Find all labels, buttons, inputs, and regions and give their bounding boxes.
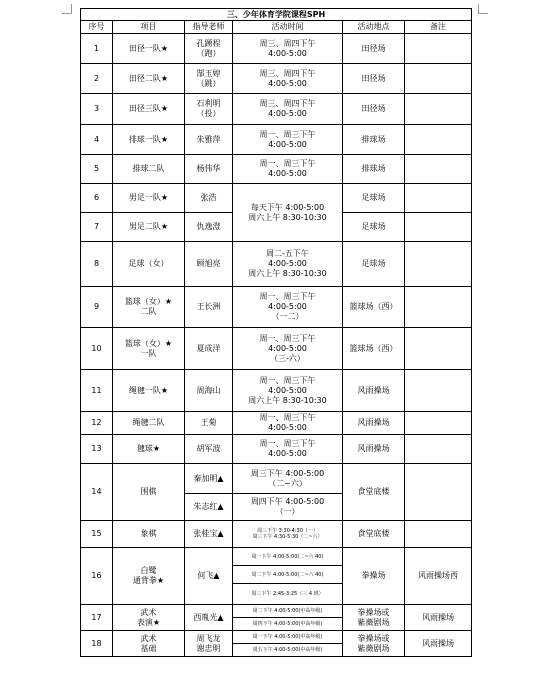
row-note xyxy=(405,435,472,464)
table-row xyxy=(81,521,472,548)
row-place: 田径场 xyxy=(343,94,405,125)
row-teacher: 西胤光▲ xyxy=(185,605,233,631)
table-row xyxy=(81,155,472,184)
row-teacher: 朱志红▲ xyxy=(185,494,233,521)
row-no: 7 xyxy=(81,213,113,242)
table-row xyxy=(81,605,472,618)
row-time: 周四下午 4:00-5:00 （一） xyxy=(233,494,343,521)
row-no: 3 xyxy=(81,94,113,125)
table-row xyxy=(81,370,472,412)
row-no: 15 xyxy=(81,521,113,548)
header-row xyxy=(81,21,472,34)
row-no: 8 xyxy=(81,242,113,287)
row-place: 篮球场（西） xyxy=(343,287,405,328)
row-item: 象棋 xyxy=(113,521,185,548)
row-time: 周三、周四下午 4:00-5:00 xyxy=(233,64,343,94)
table-row xyxy=(81,94,472,125)
row-place: 风雨操场 xyxy=(343,435,405,464)
table-row xyxy=(81,287,472,328)
row-teacher: 夏成洋 xyxy=(185,328,233,370)
row-place: 食堂底楼 xyxy=(343,464,405,521)
row-teacher: 王长洲 xyxy=(185,287,233,328)
row-place: 田径场 xyxy=(343,34,405,64)
table-row xyxy=(81,328,472,370)
row-note: 风雨操场 xyxy=(405,631,472,657)
row-note: 风雨操场 xyxy=(405,605,472,631)
row-time: 周一、周三下午 4:00-5:00 xyxy=(233,435,343,464)
row-no: 14 xyxy=(81,464,113,521)
row-teacher: 仇逸澄 xyxy=(185,213,233,242)
table-row xyxy=(81,631,472,644)
row-place: 排球场 xyxy=(343,155,405,184)
row-note xyxy=(405,155,472,184)
row-item: 武术 表演★ xyxy=(113,605,185,631)
row-time: 周三、周四下午 4:00-5:00 xyxy=(233,94,343,125)
row-no: 4 xyxy=(81,125,113,155)
row-time: 周二下午 4:00-5:00(中高年级) xyxy=(233,605,343,618)
row-teacher: 何飞▲ xyxy=(185,548,233,605)
row-note xyxy=(405,328,472,370)
row-note xyxy=(405,464,472,521)
row-teacher: 顾旭亮 xyxy=(185,242,233,287)
row-time: 周一下午 4:00-5:00(中高年级) xyxy=(233,631,343,644)
table-row xyxy=(81,34,472,64)
row-place: 足球场 xyxy=(343,213,405,242)
row-no: 16 xyxy=(81,548,113,605)
row-no: 10 xyxy=(81,328,113,370)
row-item: 白鹭 通背拳★ xyxy=(113,548,185,605)
row-place: 足球场 xyxy=(343,242,405,287)
table-row xyxy=(81,548,472,566)
row-note xyxy=(405,412,472,435)
row-item: 排球二队 xyxy=(113,155,185,184)
row-place: 篮球场（西） xyxy=(343,328,405,370)
row-note xyxy=(405,184,472,213)
row-no: 13 xyxy=(81,435,113,464)
row-no: 5 xyxy=(81,155,113,184)
row-place: 风雨操场 xyxy=(343,412,405,435)
row-teacher: 杨伟华 xyxy=(185,155,233,184)
header-note: 备注 xyxy=(405,21,472,34)
row-note xyxy=(405,287,472,328)
header-item: 项目 xyxy=(113,21,185,34)
row-time: 周一下午 4:00-5:00(二~六 40) xyxy=(233,548,343,566)
row-time: 周一、周三下午 4:00-5:00 周六上午 8:30-10:30 xyxy=(233,370,343,412)
sph-course-table xyxy=(80,8,472,657)
table-row xyxy=(81,125,472,155)
row-teacher: 郜玉婷 （跳） xyxy=(185,64,233,94)
row-no: 6 xyxy=(81,184,113,213)
header-no: 序号 xyxy=(81,21,113,34)
row-no: 2 xyxy=(81,64,113,94)
row-place: 拳操场或 紫薇剧场 xyxy=(343,605,405,631)
row-time: 周三下午 2:45-3:25（三 4 班） xyxy=(233,584,343,605)
table-title: 三、少年体育学院课程SPH xyxy=(81,9,472,21)
row-note xyxy=(405,125,472,155)
row-item: 男足一队★ xyxy=(113,184,185,213)
row-place: 食堂底楼 xyxy=(343,521,405,548)
row-teacher: 张浩 xyxy=(185,184,233,213)
table-row xyxy=(81,184,472,213)
row-teacher: 周飞龙 谢忠明 xyxy=(185,631,233,657)
row-time: 周五下午 4:00-5:00(中高年级) xyxy=(233,644,343,657)
row-item: 排球一队★ xyxy=(113,125,185,155)
row-note: 风雨操场西 xyxy=(405,548,472,605)
row-time: 周三下午 4:00-5:00 （二~六） xyxy=(233,464,343,494)
row-note xyxy=(405,521,472,548)
row-item: 绳毽二队 xyxy=(113,412,185,435)
header-teacher: 指导老师 xyxy=(185,21,233,34)
row-no: 9 xyxy=(81,287,113,328)
row-teacher: 张桂宝▲ xyxy=(185,521,233,548)
row-item: 田径三队★ xyxy=(113,94,185,125)
row-teacher: 王菊 xyxy=(185,412,233,435)
row-time: 周二-五下午 4:00-5:00 周六上午 8:30-10:30 xyxy=(233,242,343,287)
row-time: 周一、周三下午 4:00-5:00 （三-六） xyxy=(233,328,343,370)
row-teacher: 周海山 xyxy=(185,370,233,412)
row-time: 周一、周三下午 4:00-5:00 xyxy=(233,412,343,435)
row-item: 足球（女） xyxy=(113,242,185,287)
row-item: 男足二队★ xyxy=(113,213,185,242)
table-row xyxy=(81,435,472,464)
header-time: 活动时间 xyxy=(233,21,343,34)
row-item: 篮球（女）★ 二队 xyxy=(113,287,185,328)
row-teacher: 孔踴程 （跑） xyxy=(185,34,233,64)
row-place: 拳操场或 紫薇剧场 xyxy=(343,631,405,657)
row-place: 风雨操场 xyxy=(343,370,405,412)
row-note xyxy=(405,94,472,125)
row-time: 周一、周三下午 4:00-5:00 xyxy=(233,125,343,155)
table-row xyxy=(81,242,472,287)
page-corner-mark-right xyxy=(478,4,488,14)
row-place: 拳操场 xyxy=(343,548,405,605)
row-note xyxy=(405,242,472,287)
row-no: 1 xyxy=(81,34,113,64)
row-item: 围棋 xyxy=(113,464,185,521)
row-item: 武术 基础 xyxy=(113,631,185,657)
row-place: 排球场 xyxy=(343,125,405,155)
row-place: 足球场 xyxy=(343,184,405,213)
row-note xyxy=(405,213,472,242)
page-corner-mark-left xyxy=(62,4,72,14)
row-teacher: 石利明 （投） xyxy=(185,94,233,125)
row-no: 18 xyxy=(81,631,113,657)
row-no: 17 xyxy=(81,605,113,631)
row-no: 11 xyxy=(81,370,113,412)
row-item: 篮球（女）★ 一队 xyxy=(113,328,185,370)
row-time: 周三下午 3:30-4:30（一） 周三下午 4:30-5:30（二~六） xyxy=(233,521,343,548)
table-row xyxy=(81,64,472,94)
table-row xyxy=(81,412,472,435)
row-note xyxy=(405,64,472,94)
row-time: 周一、周三下午 4:00-5:00 xyxy=(233,155,343,184)
row-teacher: 朱雅萍 xyxy=(185,125,233,155)
row-teacher: 秦加明▲ xyxy=(185,464,233,494)
row-item: 毽球★ xyxy=(113,435,185,464)
row-time: 周一、周三下午 4:00-5:00 （一二） xyxy=(233,287,343,328)
row-time: 每天下午 4:00-5:00 周六上午 8:30-10:30 xyxy=(233,184,343,242)
row-note xyxy=(405,34,472,64)
row-time: 周三、周四下午 4:00-5:00 xyxy=(233,34,343,64)
row-note xyxy=(405,370,472,412)
row-item: 绳毽一队★ xyxy=(113,370,185,412)
row-place: 田径场 xyxy=(343,64,405,94)
row-no: 12 xyxy=(81,412,113,435)
row-teacher: 胡军波 xyxy=(185,435,233,464)
row-item: 田径一队★ xyxy=(113,34,185,64)
row-item: 田径二队★ xyxy=(113,64,185,94)
row-time: 周四下午 4:00-5:00(中高年级) xyxy=(233,618,343,631)
row-time: 周二下午 4:00-5:00(二~六 40) xyxy=(233,566,343,584)
table-row xyxy=(81,464,472,494)
header-place: 活动地点 xyxy=(343,21,405,34)
